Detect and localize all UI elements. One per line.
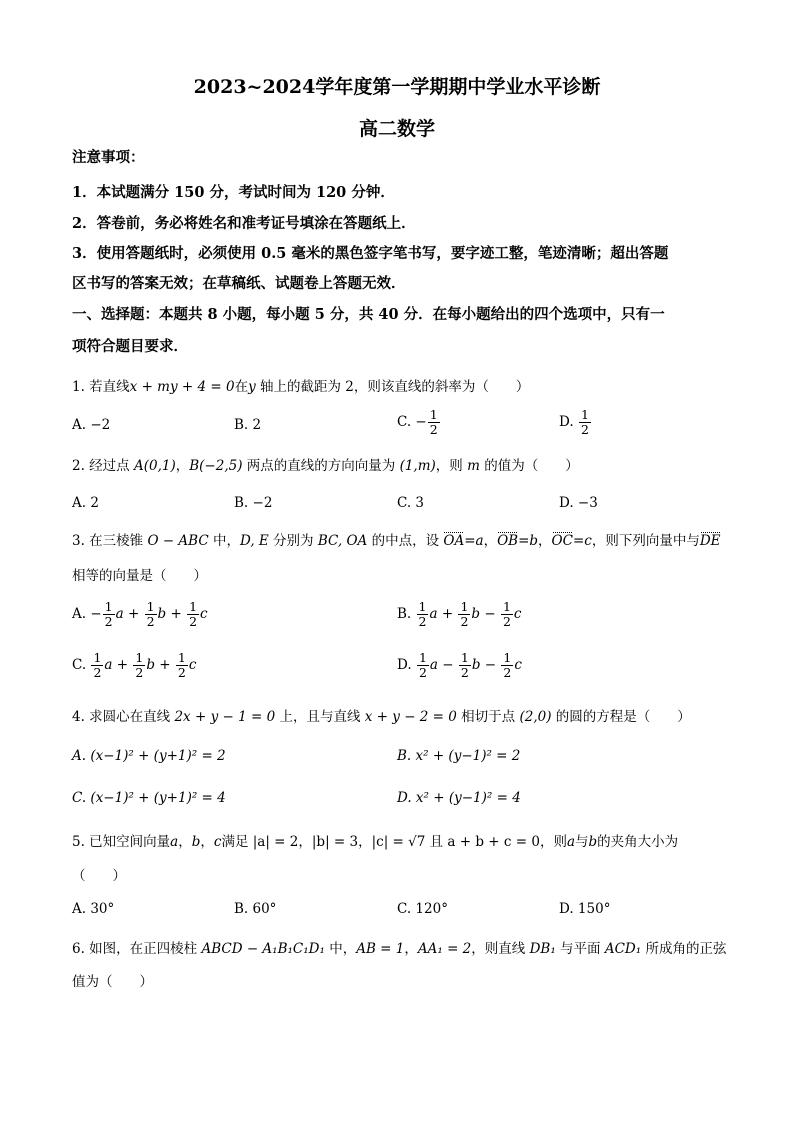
q5-option-c: C. 120° [397,901,448,917]
q4-option-a: A. (x−1)² + (y+1)² = 2 [72,748,226,764]
q3-option-a: A. − $\frac{1}{2}$ a + $\frac{1}{2}$ b + $\frac{1}{2}$ c [72,599,208,629]
exam-title: 2023~2024学年度第一学期期中学业水平诊断 [193,76,601,98]
q2-option-d: D. −3 [559,495,598,511]
question-6-cont: 值为（ ） [72,974,153,990]
question-4: 4. 求圆心在直线 2x + y − 1 = 0 上，且与直线 x + y − 2 = 0 相切于点 (2,0) 的圆的方程是（ ） [72,709,691,725]
q5-option-d: D. 150° [559,901,611,917]
notice-item-3: 3．使用答题纸时，必须使用 0.5 毫米的黑色签字笔书写，要字迹工整，笔迹清晰；超出答题 [72,245,669,262]
question-1: 1. 若直线x + my + 4 = 0在y 轴上的截距为 2，则该直线的斜率为（ ） [72,379,530,395]
q1-option-c: C. − $\frac{1}{2}$ [397,407,438,437]
q3-option-b: B. $\frac{1}{2}$ a + $\frac{1}{2}$ b − $\frac{1}{2}$ c [397,599,522,629]
exam-subtitle: 高二数学 [358,118,435,140]
notice-heading: 注意事项： [72,149,145,166]
question-2: 2. 经过点 A(0,1)，B(−2,5) 两点的直线的方向向量为 (1,m)，则 m 的值为（ ） [72,458,579,474]
notice-item-1: 1．本试题满分 150 分，考试时间为 120 分钟． [72,184,395,201]
question-6: 6. 如图，在正四棱柱 ABCD − A₁B₁C₁D₁ 中，AB = 1，AA₁ = 2，则直线 DB₁ 与平面 ACD₁ 所成角的正弦 [72,941,727,957]
q2-option-c: C. 3 [397,495,425,511]
q5-option-b: B. 60° [234,901,277,917]
q3-option-c: C. $\frac{1}{2}$ a + $\frac{1}{2}$ b + $\frac{1}{2}$ c [72,650,197,680]
q3-option-d: D. $\frac{1}{2}$ a − $\frac{1}{2}$ b − $\frac{1}{2}$ c [397,650,522,680]
q5-option-a: A. 30° [72,901,115,917]
q4-option-d: D. x² + (y−1)² = 4 [397,790,521,806]
notice-item-3-cont: 区书写的答案无效；在草稿纸、试题卷上答题无效． [72,275,406,292]
q4-option-c: C. (x−1)² + (y+1)² = 4 [72,790,226,806]
q1-option-a: A. −2 [72,417,111,433]
section-heading-cont: 项符合题目要求． [72,338,188,355]
section-heading: 一、选择题：本题共 8 小题，每小题 5 分，共 40 分．在每小题给出的四个选项中，只有一 [72,306,665,323]
question-3: 3. 在三棱锥 O − ABC 中，D, E 分别为 BC, OA 的中点，设 OA=a，OB=b，OC=c，则下列向量中与DE [72,533,721,549]
q2-option-b: B. −2 [234,495,273,511]
q4-option-b: B. x² + (y−1)² = 2 [397,748,521,764]
q1-option-b: B. 2 [234,417,262,433]
question-5: 5. 已知空间向量a，b，c满足 |a| = 2，|b| = 3，|c| = √7 且 a + b + c = 0，则a与b的夹角大小为 [72,834,679,850]
question-3-cont: 相等的向量是（ ） [72,568,207,584]
q1-option-d: D. $\frac{1}{2}$ [559,407,589,437]
question-5-cont: （ ） [72,868,126,884]
notice-item-2: 2．答卷前，务必将姓名和准考证号填涂在答题纸上． [72,215,416,232]
q2-option-a: A. 2 [72,495,99,511]
